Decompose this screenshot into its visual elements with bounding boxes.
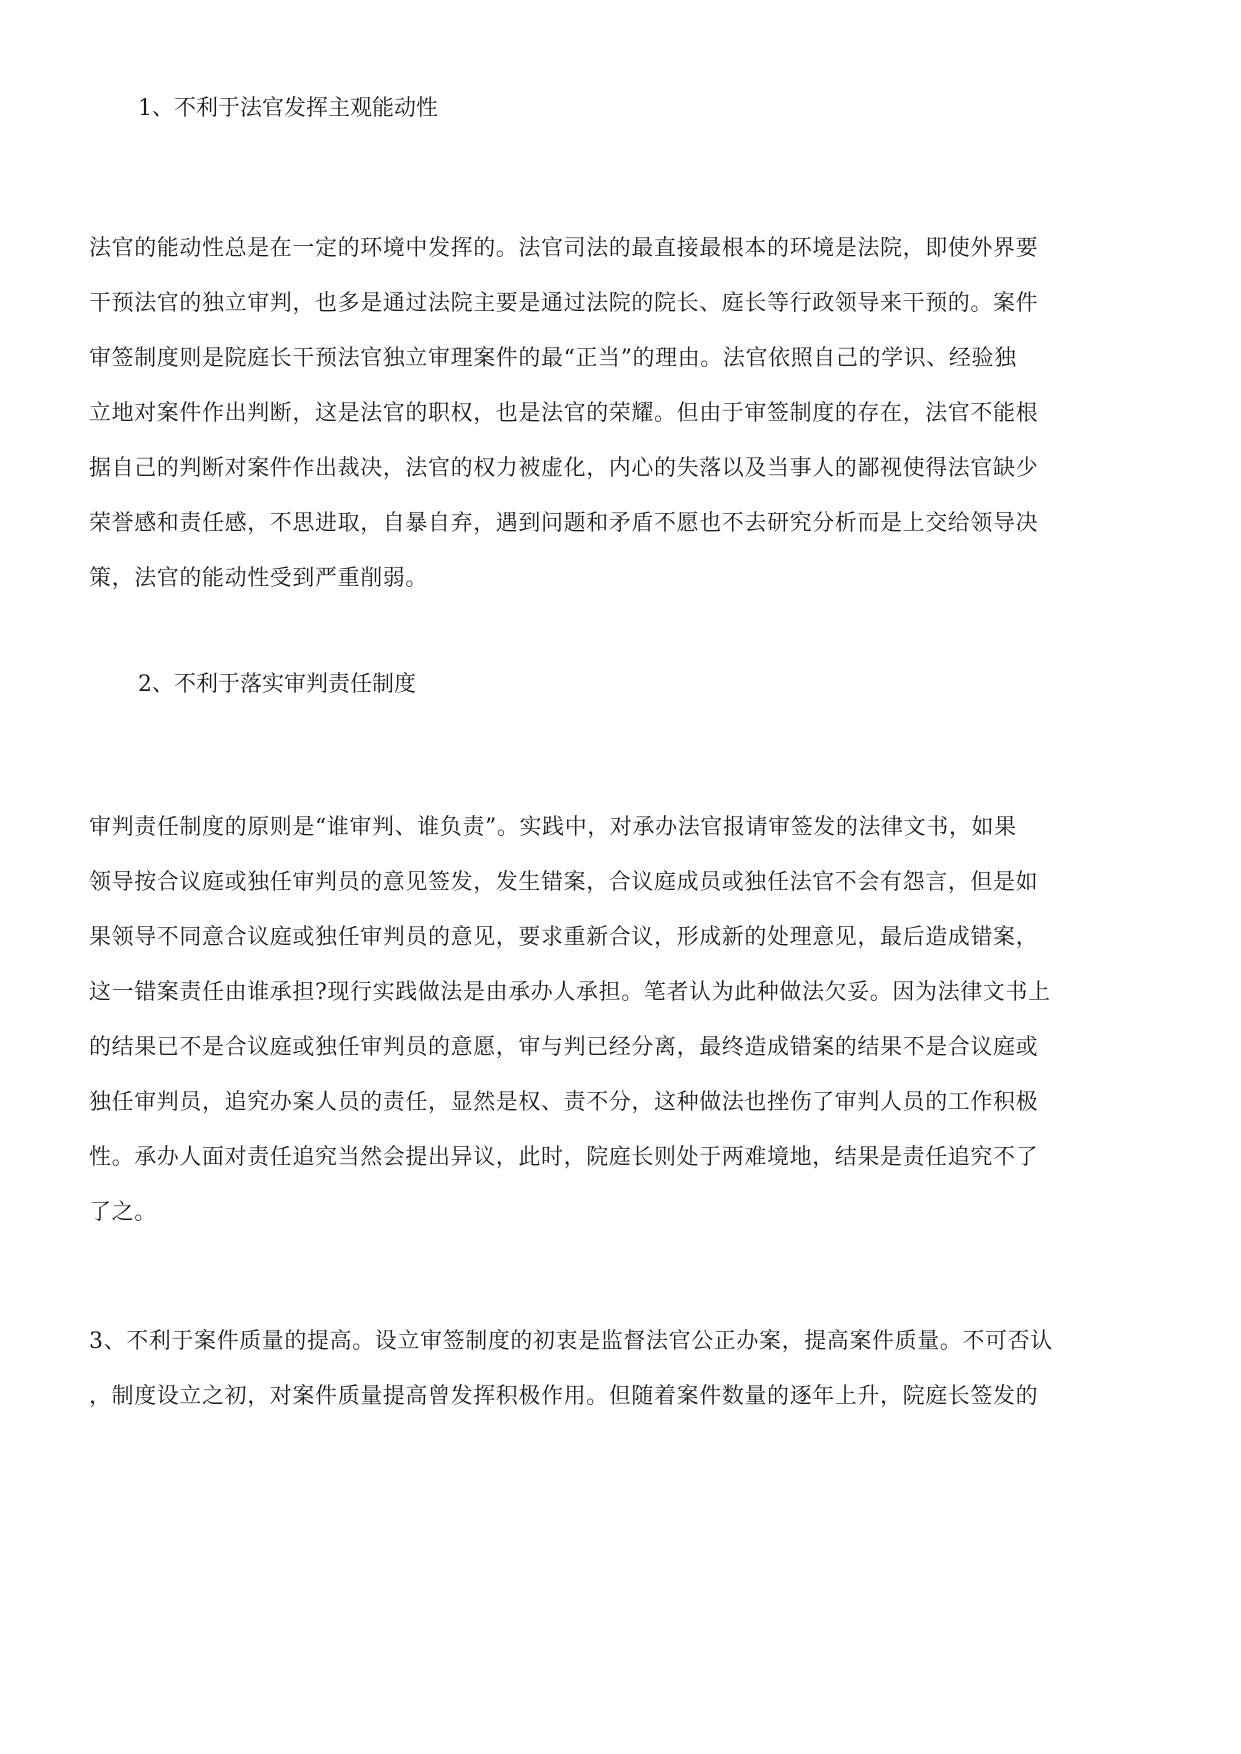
paragraph-line: 果领导不同意合议庭或独任审判员的意见，要求重新合议，形成新的处理意见，最后造成错案， bbox=[89, 925, 1039, 950]
paragraph-line: 的结果已不是合议庭或独任审判员的意愿，审与判已经分离，最终造成错案的结果不是合议庭或 bbox=[89, 1035, 1039, 1060]
paragraph-1 bbox=[89, 234, 1149, 619]
paragraph-line: 领导按合议庭或独任审判员的意见签发，发生错案，合议庭成员或独任法官不会有怨言，但是如 bbox=[89, 870, 1039, 895]
paragraph-line: 了之。 bbox=[89, 1200, 157, 1225]
paragraph-line: 荣誉感和责任感，不思进取，自暴自弃，遇到问题和矛盾不愿也不去研究分析而是上交给领导决 bbox=[89, 511, 1039, 536]
paragraph-line: 立地对案件作出判断，这是法官的职权，也是法官的荣耀。但由于审签制度的存在，法官不能根 bbox=[89, 401, 1039, 426]
paragraph-line: 策，法官的能动性受到严重削弱。 bbox=[89, 566, 429, 591]
paragraph-line: 3、不利于案件质量的提高。设立审签制度的初衷是监督法官公正办案，提高案件质量。不可否认 bbox=[89, 1329, 1053, 1354]
paragraph-line: 性。承办人面对责任追究当然会提出异议，此时，院庭长则处于两难境地，结果是责任追究不了 bbox=[89, 1145, 1039, 1170]
paragraph-line: 审判责任制度的原则是“谁审判、谁负责”。实践中，对承办法官报请审签发的法律文书，如果 bbox=[89, 815, 1017, 840]
section-heading-2: 2、不利于落实审判责任制度 bbox=[138, 672, 416, 697]
paragraph-line: ，制度设立之初，对案件质量提高曾发挥积极作用。但随着案件数量的逐年上升，院庭长签发的 bbox=[89, 1384, 1039, 1409]
paragraph-line: 干预法官的独立审判，也多是通过法院主要是通过法院的院长、庭长等行政领导来干预的。案件 bbox=[89, 291, 1039, 316]
section-heading-1: 1、不利于法官发挥主观能动性 bbox=[138, 96, 438, 121]
paragraph-line: 独任审判员，追究办案人员的责任，显然是权、责不分，这种做法也挫伤了审判人员的工作积极 bbox=[89, 1090, 1039, 1115]
paragraph-line: 审签制度则是院庭长干预法官独立审理案件的最“正当”的理由。法官依照自己的学识、经验独 bbox=[89, 346, 1017, 371]
paragraph-line: 这一错案责任由谁承担?现行实践做法是由承办人承担。笔者认为此种做法欠妥。因为法律文书上 bbox=[89, 980, 1051, 1005]
paragraph-2 bbox=[89, 813, 1149, 1253]
paragraph-line: 法官的能动性总是在一定的环境中发挥的。法官司法的最直接最根本的环境是法院，即使外界要 bbox=[89, 236, 1039, 261]
paragraph-line: 据自己的判断对案件作出裁决，法官的权力被虚化，内心的失落以及当事人的鄙视使得法官缺少 bbox=[89, 456, 1039, 481]
paragraph-3 bbox=[89, 1327, 1149, 1437]
